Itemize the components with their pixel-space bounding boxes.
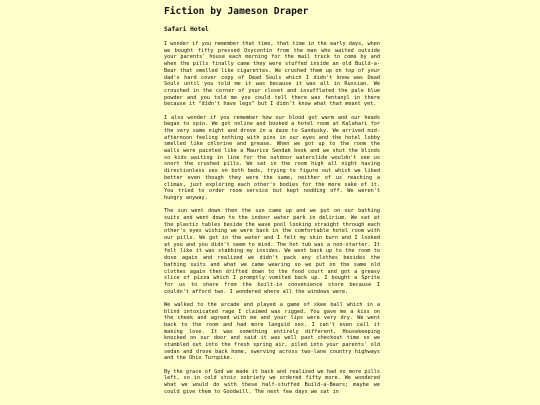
story-paragraph: By the grace of God we made it back and realized we had no more pills left, so in cold stoic sobriety we ordered fifty more. We wondered what we would do with these half-stuffed Build-a-Bears; maybe we could give them to Goodwill. The next few days we sat in (164, 368, 380, 395)
story-paragraph: I also wonder if you remember how our blood got warm and our heads began to spin. We got online and booked a hotel room at Kalahari for the very same night and drove in a daze to Sandusky. We arrived mid-afternoon feeling nothing with pins in our eyes and the hotel lobby smelled like chlorine and grease. When we got up to the room the walls were painted like a Maurice Sendak book and we shut the blinds so kids waiting in line for the outdoor waterslide wouldn't see us snort the crushed pills. We sat in the room high all night having directionless sex on both beds, trying to figure out which we liked better even though they were the same, neither of us reaching a climax, just exploring each other's bodies for the mere sake of it. You tried to order room service but kept nodding off. We weren't hungry anyway. (164, 114, 380, 201)
story-paragraph: I wonder if you remember that time, that time in the early days, when we bought fifty pressed Oxycontin from the man who waited outside your parents' house each morning for the mail truck to come by and when the pills finally came they were stuffed inside an old Build-a-Bear that smelled like cigarettes. We crushed them up on top of your dad's hard cover copy of Dead Souls which I didn't know was Dead Souls until you told me it was because it was all in Russian. We crouched in the corner of your closet and insufflated the pale blue powder and you told me you could tell there was fentanyl in there because it "didn't have legs" but I didn't know what that meant yet. (164, 41, 380, 108)
story-paragraph: We walked to the arcade and played a game of skee ball which in a blind intoxicated rage I claimed was rigged. You gave me a kiss on the cheek and agreed with me and your lips were very dry. We went back to the room and had more languid sex. I can't even call it making love. It was something entirely different. Housekeeping knocked on our door and said it was well past checkout time so we stumbled out into the fresh spring air, piled into your parents' old sedan and drove back home, swerving across two-lane country highways and the Ohio Turnpike. (164, 301, 380, 362)
page-title: Fiction by Jameson Draper (164, 6, 309, 17)
story-article (164, 6, 380, 402)
story-title: Safari Hotel (164, 26, 209, 33)
story-paragraph: The sun went down then the sun came up and we put on our bathing suits and went down to the indoor water park in delirium. We sat at the plastic tables beside the wave pool looking straight through each other's eyes wishing we were back in the comfortable hotel room with our pills. We got in the water and I felt my skin burn and I looked at you and you didn't seem to mind. The hot tub was a non-starter. It felt like it was stabbing my insides. We went back up to the room to dose again and realized we didn't pack any clothes besides the bathing suits and what we came wearing so we put on the same old clothes again then drifted down to the food court and got a greasy slice of pizza which I promptly vomited back up. I bought a Sprite for us to share from the built-in convenience store because I couldn't afford two. I wondered where all the windows were. (164, 208, 380, 295)
